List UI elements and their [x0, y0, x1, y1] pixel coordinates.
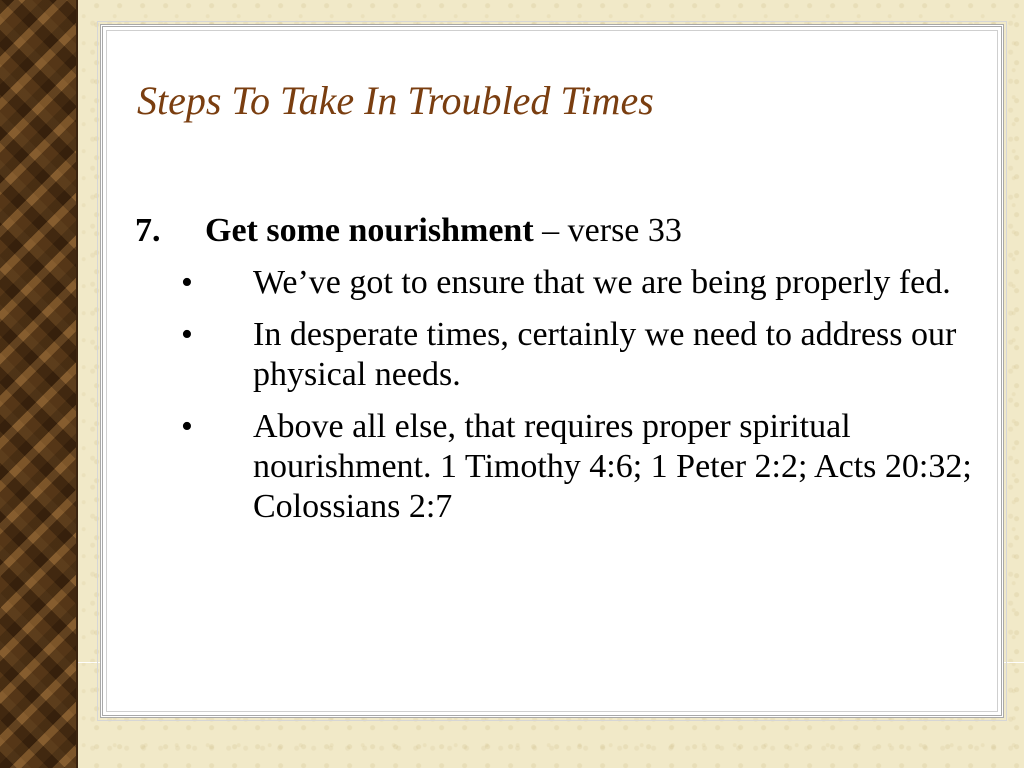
step-heading-line	[135, 211, 985, 251]
bullet-text: In desperate times, certainly we need to address our physical needs.	[253, 316, 957, 393]
list-item	[177, 315, 985, 395]
step-heading: Get some nourishment	[205, 212, 534, 249]
step-number: 7.	[135, 212, 161, 249]
bullet-text: Above all else, that requires proper spiritual nourishment. 1 Timothy 4:6; 1 Peter 2:2; Acts 20:32; Colossians 2:7	[253, 408, 972, 525]
step-heading-text	[205, 211, 682, 251]
bullet-text: We’ve got to ensure that we are being properly fed.	[253, 264, 951, 301]
list-item	[177, 407, 985, 527]
bullet-icon: •	[181, 408, 193, 445]
slide-body	[135, 211, 985, 539]
decorative-wood-strip	[0, 0, 78, 768]
list-item	[177, 263, 985, 303]
step-verse-reference: – verse 33	[533, 212, 682, 249]
slide-content	[106, 30, 998, 712]
bullet-icon: •	[181, 264, 193, 301]
bullet-icon: •	[181, 316, 193, 353]
slide-frame	[100, 24, 1004, 718]
bullet-list	[135, 263, 985, 527]
slide-title: Steps To Take In Troubled Times	[137, 78, 654, 123]
